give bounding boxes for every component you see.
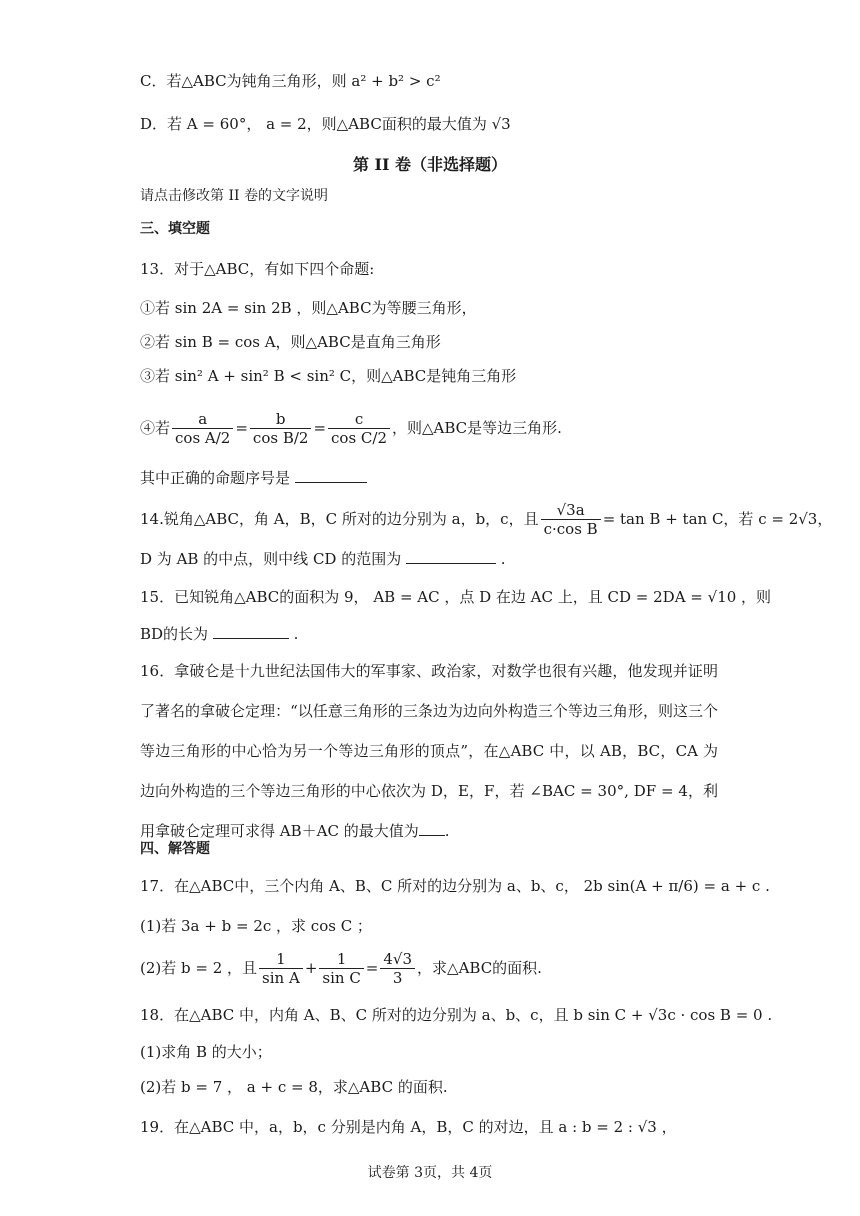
- q13-proposition-3: ③若 sin² A + sin² B < sin² C，则△ABC是钝角三角形: [140, 367, 517, 385]
- q13-fraction-c: [328, 410, 390, 447]
- q15-line1: 15．已知锐角△ABC的面积为 9， AB = AC ，点 D 在边 AC 上，且 CD = 2DA = √10 ，则: [140, 588, 772, 606]
- q17-fraction-1: [259, 950, 303, 987]
- q17-f3-num: 4√3: [380, 950, 415, 969]
- q13-f1-den: cos A/2: [175, 428, 231, 447]
- page-footer: 试卷第 3页，共 4页: [367, 1165, 493, 1181]
- q14-line2-text: D 为 AB 的中点，则中线 CD 的范围为: [140, 550, 402, 568]
- q13-answer-blank: [295, 468, 367, 483]
- q17-p2-prefix: (2)若 b = 2 ，且: [140, 959, 258, 977]
- q17-stem: 17．在△ABC中，三个内角 A、B、C 所对的边分别为 a、b、c， 2b sin(A + π/6) = a + c .: [140, 877, 770, 895]
- q13-stem: 13．对于△ABC，有如下四个命题:: [140, 260, 375, 278]
- q17-f1-num: 1: [259, 950, 303, 969]
- q13-f2-num: b: [250, 410, 312, 429]
- q13-proposition-4: ④若 $\frac{a}{\text{cos A/2}}$ = $\frac{b}{\text{cos B/2}}$ = $\frac{c}{\text{cos C/2}}$ ，则△ABC是等边三角形.: [140, 409, 562, 447]
- q17-fraction-2: [319, 950, 363, 987]
- q15-answer-blank: [213, 624, 289, 639]
- q16-body: 16．拿破仑是十九世纪法国伟大的军事家、政治家，对数学也很有兴趣，他发现并证明了著名的拿破仑定理：“以任意三角形的三条边为边向外构造三个等边三角形，则这三个等边三角形的中心恰为另一个等边三角形的顶点”，在△ABC 中，以 AB，BC，CA 为边向外构造的三个等边三角形的中心依次为 D，E，F，若 ∠BAC = 30°, DF = 4，利用拿破仑定理可求得 AB＋AC 的最大值为: [140, 662, 718, 840]
- q13-p4-prefix: ④若: [140, 419, 171, 437]
- q14-frac-den: c·cos B: [543, 519, 598, 538]
- q13-fraction-b: [250, 410, 312, 447]
- q13-answer-line: [140, 468, 750, 488]
- q17-part2: (2)若 b = 2 ，且 $\frac{1}{\text{sin A}}$ + $\frac{1}{\text{sin C}}$ = $\frac{4√3}{3}$ ，求△ABC的面积.: [140, 949, 542, 987]
- section-fill-blank-title: 三、填空题: [140, 221, 210, 237]
- q19-stem: 19．在△ABC 中，a，b，c 分别是内角 A，B，C 的对边，且 a : b = 2 : √3 ，: [140, 1118, 677, 1136]
- q14-line2: [140, 549, 750, 569]
- q13-proposition-2: ②若 sin B = cos A，则△ABC是直角三角形: [140, 333, 441, 351]
- section-answer-title: 四、解答题: [140, 841, 210, 857]
- q18-part1: (1)求角 B 的大小；: [140, 1043, 272, 1061]
- q14-answer-blank: [406, 549, 496, 564]
- q14-suffix: = tan B + tan C，若 c = 2√3，: [602, 510, 833, 528]
- q13-p4-suffix: ，则△ABC是等边三角形.: [392, 419, 562, 437]
- q15-line2-text: BD的长为: [140, 625, 209, 643]
- q13-answer-label: 其中正确的命题序号是: [140, 469, 291, 487]
- q18-stem: 18．在△ABC 中，内角 A、B、C 所对的边分别为 a、b、c，且 b sin C + √3c · cos B = 0 .: [140, 1006, 773, 1024]
- part2-note: 请点击修改第 II 卷的文字说明: [140, 188, 328, 204]
- q17-f3-den: 3: [392, 968, 403, 987]
- q17-p2-suffix: ，求△ABC的面积.: [417, 959, 542, 977]
- q16-answer-blank: [419, 821, 445, 836]
- q17-fraction-3: [380, 950, 415, 987]
- q13-f3-den: cos C/2: [331, 428, 388, 447]
- q15-line2: [140, 624, 750, 644]
- q18-part2: (2)若 b = 7 ， a + c = 8，求△ABC 的面积.: [140, 1078, 448, 1096]
- q17-f1-den: sin A: [262, 968, 300, 987]
- part2-title: 第 II 卷（非选择题）: [352, 155, 508, 174]
- q13-f1-num: a: [172, 410, 233, 429]
- option-d: D．若 A = 60°， a = 2，则△ABC面积的最大值为 √3: [140, 115, 511, 133]
- q13-f2-den: cos B/2: [252, 428, 309, 447]
- q17-part1: (1)若 3a + b = 2c ，求 cos C ；: [140, 917, 372, 935]
- q17-f2-num: 1: [319, 950, 363, 969]
- q14-end: .: [500, 550, 506, 568]
- q16-text: [140, 651, 718, 851]
- q15-end: .: [293, 625, 299, 643]
- q14-prefix: 14.锐角△ABC，角 A，B，C 所对的边分别为 a，b，c，且: [140, 510, 539, 528]
- option-c: C．若△ABC为钝角三角形，则 a² + b² > c²: [140, 72, 441, 90]
- q13-proposition-1: ①若 sin 2A = sin 2B ，则△ABC为等腰三角形，: [140, 299, 477, 317]
- q14-frac-num: √3a: [541, 501, 601, 520]
- q14-line1: [140, 499, 833, 539]
- q16-end: .: [444, 822, 450, 840]
- q14-fraction: [541, 501, 601, 538]
- q13-fraction-a: [172, 410, 233, 447]
- q13-f3-num: c: [328, 410, 390, 429]
- q17-f2-den: sin C: [322, 968, 361, 987]
